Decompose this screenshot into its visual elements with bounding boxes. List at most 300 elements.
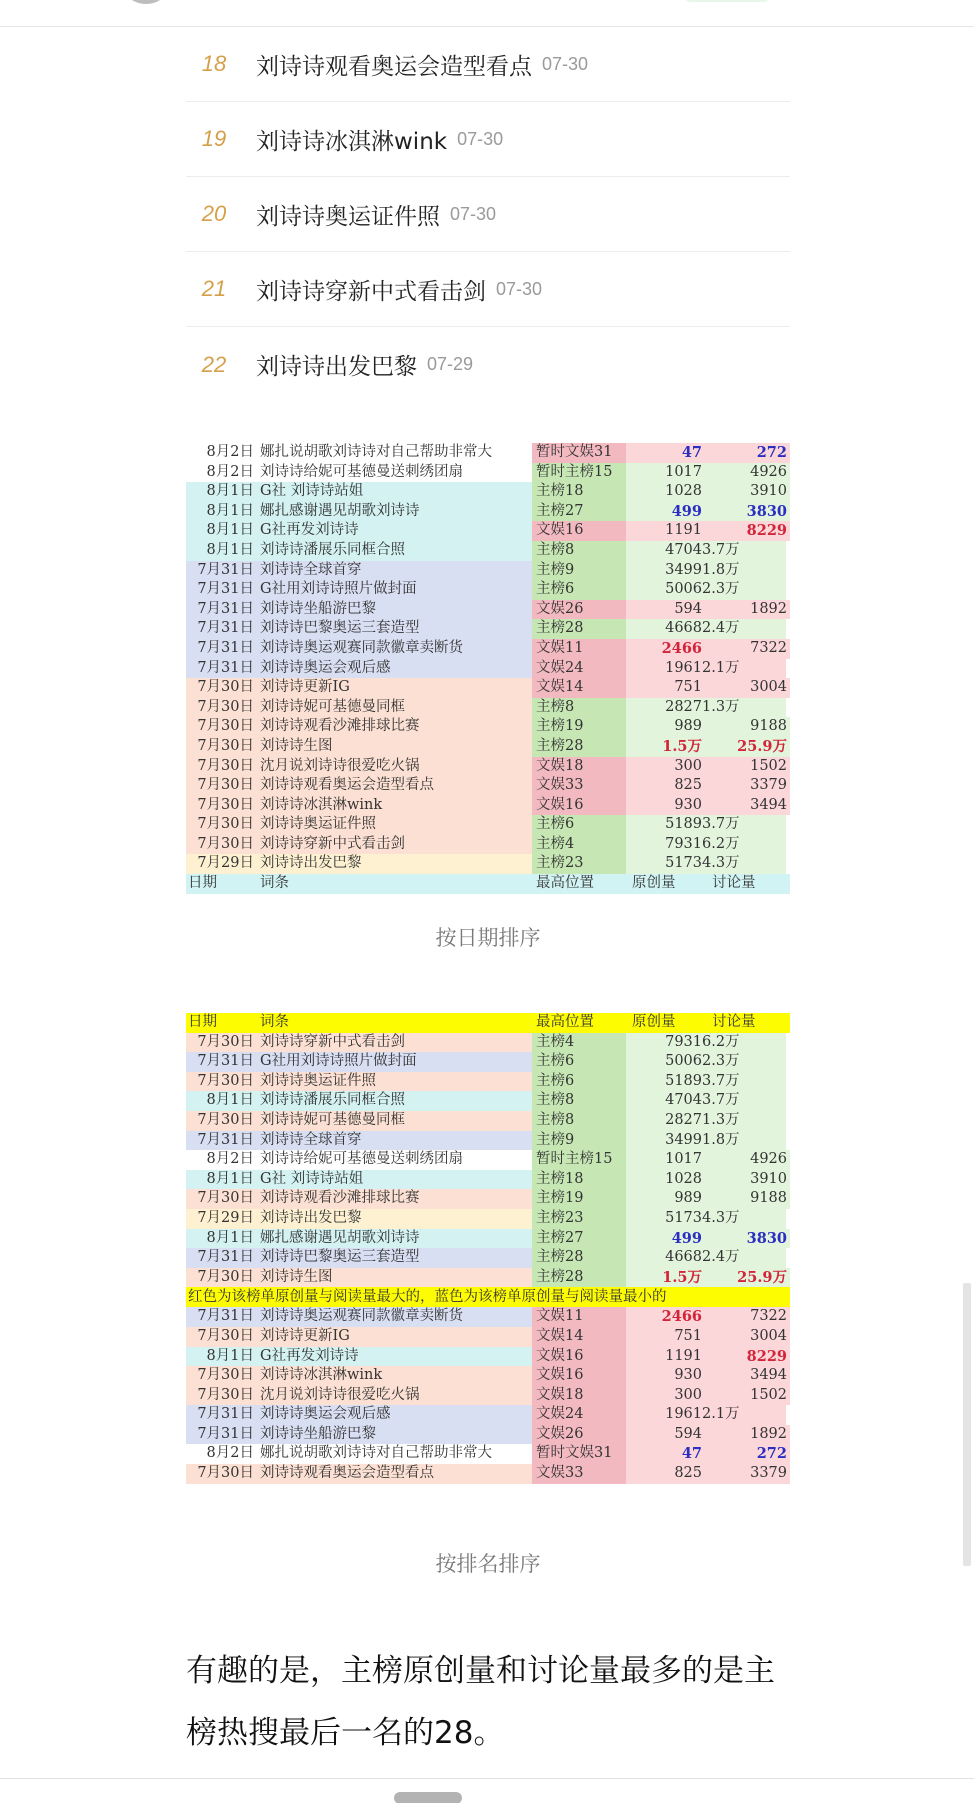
date-cell: 8月2日 xyxy=(186,443,258,463)
date-cell: 7月30日 xyxy=(186,1111,258,1131)
hot-search-list xyxy=(186,27,790,402)
date-cell: 8月1日 xyxy=(186,1091,258,1111)
date-cell: 7月30日 xyxy=(186,835,258,855)
table-by-date-image[interactable] xyxy=(186,443,790,894)
original-count-cell: 4704 xyxy=(626,1091,706,1111)
term-cell: 刘诗诗观看沙滩排球比赛 xyxy=(258,1189,532,1209)
original-count-cell: 1191 xyxy=(626,1347,706,1367)
date-cell: 7月31日 xyxy=(186,1052,258,1072)
hot-title[interactable]: 刘诗诗观看奥运会造型看点 xyxy=(256,53,532,80)
date-cell: 7月30日 xyxy=(186,1072,258,1092)
table-row xyxy=(186,1425,790,1445)
term-cell: 刘诗诗冰淇淋wink xyxy=(258,1366,532,1386)
hot-date: 07-30 xyxy=(450,203,497,224)
term-cell: 刘诗诗坐船游巴黎 xyxy=(258,1425,532,1445)
date-cell: 7月31日 xyxy=(186,1405,258,1425)
table-header xyxy=(186,1013,790,1033)
table-row xyxy=(186,1033,790,1053)
table-row xyxy=(186,1464,790,1484)
term-cell: 刘诗诗奥运证件照 xyxy=(258,815,532,835)
header-discussion: 讨论量 xyxy=(712,875,756,892)
table-row xyxy=(186,698,790,718)
date-cell: 7月30日 xyxy=(186,737,258,757)
table-row xyxy=(186,1307,790,1327)
original-count-cell: 751 xyxy=(626,678,706,698)
position-cell: 文娱16 xyxy=(532,521,626,541)
position-cell: 主榜27 xyxy=(532,502,626,522)
table-row xyxy=(186,659,790,679)
date-cell: 7月31日 xyxy=(186,600,258,620)
term-cell: 刘诗诗出发巴黎 xyxy=(258,854,532,874)
position-cell: 主榜23 xyxy=(532,1209,626,1229)
table-row xyxy=(186,1209,790,1229)
list-item[interactable] xyxy=(186,27,790,102)
date-cell: 7月30日 xyxy=(186,717,258,737)
date-cell: 8月1日 xyxy=(186,482,258,502)
table-row xyxy=(186,1229,790,1249)
discussion-count-cell: 2.4万 xyxy=(702,1248,786,1268)
original-count-cell: 2466 xyxy=(626,1307,706,1327)
top-header-partial xyxy=(0,0,974,27)
hot-date: 07-30 xyxy=(457,128,504,149)
position-cell: 主榜8 xyxy=(532,1091,626,1111)
table-by-rank-image[interactable] xyxy=(186,1013,790,1484)
position-cell: 暂时文娱31 xyxy=(532,1444,626,1464)
list-item[interactable] xyxy=(186,177,790,252)
table-row xyxy=(186,835,790,855)
original-count-cell: 5173 xyxy=(626,854,706,874)
term-cell: G社 刘诗诗站姐 xyxy=(258,482,532,502)
discussion-count-cell: 1.3万 xyxy=(702,1111,786,1131)
position-cell: 文娱24 xyxy=(532,1405,626,1425)
table-row xyxy=(186,1072,790,1092)
date-cell: 7月31日 xyxy=(186,619,258,639)
position-cell: 文娱26 xyxy=(532,600,626,620)
original-count-cell: 5189 xyxy=(626,815,706,835)
position-cell: 文娱33 xyxy=(532,776,626,796)
table-row xyxy=(186,776,790,796)
header-original: 原创量 xyxy=(632,875,676,892)
term-cell: 刘诗诗全球首穿 xyxy=(258,561,532,581)
date-cell: 7月30日 xyxy=(186,776,258,796)
original-count-cell: 2827 xyxy=(626,698,706,718)
table-row xyxy=(186,1347,790,1367)
discussion-count-cell: 7322 xyxy=(706,639,790,659)
term-cell: 刘诗诗潘展乐同框合照 xyxy=(258,541,532,561)
rank-number: 19 xyxy=(201,126,227,151)
original-count-cell: 1961 xyxy=(626,659,706,679)
table-row xyxy=(186,678,790,698)
header-original: 原创量 xyxy=(632,1014,676,1030)
original-count-cell: 5006 xyxy=(626,1052,706,1072)
position-cell: 文娱33 xyxy=(532,1464,626,1484)
discussion-count-cell: 6.2万 xyxy=(702,835,786,855)
term-cell: 刘诗诗奥运观赛同款徽章卖断货 xyxy=(258,1307,532,1327)
hot-date: 07-29 xyxy=(427,354,474,374)
scrollbar[interactable] xyxy=(963,1283,971,1566)
original-count-cell: 825 xyxy=(626,1464,706,1484)
term-cell: 刘诗诗奥运证件照 xyxy=(258,1072,532,1092)
caption-by-date: 按日期排序 xyxy=(435,926,541,950)
list-item[interactable] xyxy=(186,327,790,402)
rank-number: 20 xyxy=(201,201,227,226)
date-cell: 7月31日 xyxy=(186,580,258,600)
date-cell: 7月30日 xyxy=(186,1033,258,1053)
date-cell: 7月31日 xyxy=(186,639,258,659)
discussion-count-cell: 3004 xyxy=(706,678,790,698)
date-cell: 7月30日 xyxy=(186,1189,258,1209)
table-row xyxy=(186,757,790,777)
term-cell: 刘诗诗妮可基德曼同框 xyxy=(258,1111,532,1131)
term-cell: 刘诗诗全球首穿 xyxy=(258,1131,532,1151)
date-cell: 7月30日 xyxy=(186,678,258,698)
discussion-count-cell: 2.3万 xyxy=(702,580,786,600)
table-row xyxy=(186,796,790,816)
header-discussion: 讨论量 xyxy=(712,1014,756,1030)
term-cell: 刘诗诗观看奥运会造型看点 xyxy=(258,1464,532,1484)
original-count-cell: 989 xyxy=(626,717,706,737)
date-cell: 7月30日 xyxy=(186,1386,258,1406)
term-cell: G社用刘诗诗照片做封面 xyxy=(258,580,532,600)
discussion-count-cell: 1892 xyxy=(706,1425,790,1445)
table-row xyxy=(186,854,790,874)
discussion-count-cell: 1.8万 xyxy=(702,561,786,581)
position-cell: 主榜6 xyxy=(532,580,626,600)
discussion-count-cell: 3.7万 xyxy=(702,541,786,561)
position-cell: 主榜28 xyxy=(532,619,626,639)
date-cell: 7月30日 xyxy=(186,796,258,816)
discussion-count-cell: 4926 xyxy=(706,463,790,483)
table-row xyxy=(186,619,790,639)
term-cell: 刘诗诗给妮可基德曼送刺绣团扇 xyxy=(258,463,532,483)
home-indicator[interactable] xyxy=(394,1792,462,1803)
date-cell: 7月30日 xyxy=(186,1327,258,1347)
table-row xyxy=(186,482,790,502)
term-cell: 娜扎感谢遇见胡歌刘诗诗 xyxy=(258,502,532,522)
original-count-cell: 1.5万 xyxy=(626,737,706,757)
hot-date: 07-30 xyxy=(496,278,543,299)
term-cell: 娜扎说胡歌刘诗诗对自己帮助非常大 xyxy=(258,1444,532,1464)
discussion-count-cell: 272 xyxy=(706,1444,790,1464)
original-count-cell: 930 xyxy=(626,796,706,816)
term-cell: 刘诗诗坐船游巴黎 xyxy=(258,600,532,620)
table-row xyxy=(186,1327,790,1347)
term-cell: 刘诗诗巴黎奥运三套造型 xyxy=(258,1248,532,1268)
table-row xyxy=(186,463,790,483)
discussion-count-cell: 3379 xyxy=(706,1464,790,1484)
header-term: 词条 xyxy=(260,875,289,892)
table-row xyxy=(186,1091,790,1111)
position-cell: 主榜8 xyxy=(532,698,626,718)
header-position: 最高位置 xyxy=(536,875,594,892)
table-row xyxy=(186,1444,790,1464)
position-cell: 文娱11 xyxy=(532,1307,626,1327)
original-count-cell: 594 xyxy=(626,600,706,620)
term-cell: G社用刘诗诗照片做封面 xyxy=(258,1052,532,1072)
discussion-count-cell: 4.3万 xyxy=(702,1209,786,1229)
original-count-cell: 1.5万 xyxy=(626,1268,706,1288)
discussion-count-cell: 8229 xyxy=(706,1347,790,1367)
rank-number: 21 xyxy=(201,276,227,301)
original-count-cell: 930 xyxy=(626,1366,706,1386)
date-cell: 8月1日 xyxy=(186,521,258,541)
table-row xyxy=(186,1386,790,1406)
follow-button[interactable] xyxy=(683,0,771,2)
term-cell: 刘诗诗观看奥运会造型看点 xyxy=(258,776,532,796)
original-count-cell: 47 xyxy=(626,443,706,463)
position-cell: 主榜19 xyxy=(532,717,626,737)
list-item[interactable] xyxy=(186,252,790,327)
date-cell: 7月30日 xyxy=(186,815,258,835)
table-row xyxy=(186,1366,790,1386)
position-cell: 文娱18 xyxy=(532,1386,626,1406)
discussion-count-cell: 3910 xyxy=(706,482,790,502)
caption-by-rank: 按排名排序 xyxy=(435,1552,541,1576)
term-cell: 刘诗诗奥运观赛同款徽章卖断货 xyxy=(258,639,532,659)
table-row xyxy=(186,541,790,561)
original-count-cell: 1028 xyxy=(626,1170,706,1190)
term-cell: 刘诗诗更新IG xyxy=(258,1327,532,1347)
position-cell: 主榜18 xyxy=(532,482,626,502)
term-cell: 刘诗诗观看沙滩排球比赛 xyxy=(258,717,532,737)
table-row xyxy=(186,600,790,620)
term-cell: 刘诗诗冰淇淋wink xyxy=(258,796,532,816)
position-cell: 暂时文娱31 xyxy=(532,443,626,463)
original-count-cell: 300 xyxy=(626,757,706,777)
table-row xyxy=(186,443,790,463)
term-cell: 娜扎感谢遇见胡歌刘诗诗 xyxy=(258,1229,532,1249)
original-count-cell: 594 xyxy=(626,1425,706,1445)
table-row xyxy=(186,1170,790,1190)
date-cell: 7月31日 xyxy=(186,1248,258,1268)
position-cell: 主榜23 xyxy=(532,854,626,874)
original-count-cell: 1028 xyxy=(626,482,706,502)
position-cell: 主榜28 xyxy=(532,1268,626,1288)
header-date: 日期 xyxy=(188,1014,217,1030)
discussion-count-cell: 2.1万 xyxy=(702,659,786,679)
discussion-count-cell: 3.7万 xyxy=(702,1072,786,1092)
discussion-count-cell: 3494 xyxy=(706,1366,790,1386)
header-date: 日期 xyxy=(188,875,217,892)
discussion-count-cell: 8229 xyxy=(706,521,790,541)
original-count-cell: 300 xyxy=(626,1386,706,1406)
position-cell: 文娱14 xyxy=(532,678,626,698)
position-cell: 文娱14 xyxy=(532,1327,626,1347)
original-count-cell: 1017 xyxy=(626,463,706,483)
table-row xyxy=(186,1189,790,1209)
date-cell: 7月31日 xyxy=(186,1425,258,1445)
hot-title[interactable]: 刘诗诗奥运证件照 xyxy=(256,203,440,230)
discussion-count-cell: 7322 xyxy=(706,1307,790,1327)
table-header xyxy=(186,874,790,894)
table-row xyxy=(186,1150,790,1170)
discussion-count-cell: 1.8万 xyxy=(702,1131,786,1151)
table-row xyxy=(186,717,790,737)
position-cell: 主榜28 xyxy=(532,737,626,757)
original-count-cell: 2827 xyxy=(626,1111,706,1131)
bottom-bar xyxy=(0,1778,974,1803)
discussion-count-cell: 9188 xyxy=(706,1189,790,1209)
position-cell: 文娱24 xyxy=(532,659,626,679)
table-row xyxy=(186,1405,790,1425)
discussion-count-cell: 6.2万 xyxy=(702,1033,786,1053)
date-cell: 8月1日 xyxy=(186,1229,258,1249)
position-cell: 主榜6 xyxy=(532,815,626,835)
table-row xyxy=(186,639,790,659)
original-count-cell: 825 xyxy=(626,776,706,796)
date-cell: 7月31日 xyxy=(186,1131,258,1151)
discussion-count-cell: 3004 xyxy=(706,1327,790,1347)
original-count-cell: 7931 xyxy=(626,835,706,855)
term-cell: 沈月说刘诗诗很爱吃火锅 xyxy=(258,1386,532,1406)
discussion-count-cell: 1.3万 xyxy=(702,698,786,718)
date-cell: 7月30日 xyxy=(186,698,258,718)
original-count-cell: 3499 xyxy=(626,561,706,581)
rank-number: 22 xyxy=(201,351,227,377)
date-cell: 7月31日 xyxy=(186,659,258,679)
original-count-cell: 989 xyxy=(626,1189,706,1209)
position-cell: 主榜28 xyxy=(532,1248,626,1268)
position-cell: 文娱16 xyxy=(532,1347,626,1367)
avatar[interactable] xyxy=(128,0,164,4)
date-cell: 7月30日 xyxy=(186,1268,258,1288)
original-count-cell: 751 xyxy=(626,1327,706,1347)
position-cell: 文娱16 xyxy=(532,1366,626,1386)
table-row xyxy=(186,561,790,581)
discussion-count-cell: 3.7万 xyxy=(702,1091,786,1111)
date-cell: 7月30日 xyxy=(186,757,258,777)
hot-title[interactable]: 刘诗诗出发巴黎 xyxy=(256,354,417,380)
original-count-cell: 5006 xyxy=(626,580,706,600)
term-cell: 刘诗诗更新IG xyxy=(258,678,532,698)
discussion-count-cell: 272 xyxy=(706,443,790,463)
table-row xyxy=(186,1052,790,1072)
discussion-count-cell: 2.4万 xyxy=(702,619,786,639)
table-row xyxy=(186,1111,790,1131)
term-cell: G社 刘诗诗站姐 xyxy=(258,1170,532,1190)
term-cell: 娜扎说胡歌刘诗诗对自己帮助非常大 xyxy=(258,443,532,463)
original-count-cell: 4704 xyxy=(626,541,706,561)
original-count-cell: 5189 xyxy=(626,1072,706,1092)
article-paragraph: 有趣的是，主榜原创量和讨论量最多的是主榜热搜最后一名的28。 xyxy=(186,1653,775,1751)
hot-title[interactable]: 刘诗诗穿新中式看击剑 xyxy=(256,278,486,305)
position-cell: 主榜27 xyxy=(532,1229,626,1249)
term-cell: 刘诗诗巴黎奥运三套造型 xyxy=(258,619,532,639)
position-cell: 主榜4 xyxy=(532,1033,626,1053)
date-cell: 8月2日 xyxy=(186,1444,258,1464)
term-cell: G社再发刘诗诗 xyxy=(258,1347,532,1367)
discussion-count-cell: 3830 xyxy=(706,1229,790,1249)
term-cell: 刘诗诗生图 xyxy=(258,1268,532,1288)
discussion-count-cell: 25.9万 xyxy=(706,1268,790,1288)
list-item[interactable] xyxy=(186,102,790,177)
position-cell: 主榜4 xyxy=(532,835,626,855)
original-count-cell: 499 xyxy=(626,1229,706,1249)
header-position: 最高位置 xyxy=(536,1014,594,1030)
term-cell: 刘诗诗出发巴黎 xyxy=(258,1209,532,1229)
position-cell: 主榜9 xyxy=(532,561,626,581)
position-cell: 主榜8 xyxy=(532,1111,626,1131)
table-row xyxy=(186,1268,790,1288)
table-row xyxy=(186,737,790,757)
position-cell: 文娱18 xyxy=(532,757,626,777)
discussion-count-cell: 3910 xyxy=(706,1170,790,1190)
discussion-count-cell: 3494 xyxy=(706,796,790,816)
hot-date: 07-30 xyxy=(542,53,589,74)
date-cell: 8月2日 xyxy=(186,463,258,483)
date-cell: 7月30日 xyxy=(186,1464,258,1484)
date-cell: 7月31日 xyxy=(186,561,258,581)
discussion-count-cell: 1502 xyxy=(706,1386,790,1406)
term-cell: 刘诗诗奥运会观后感 xyxy=(258,659,532,679)
discussion-count-cell: 1502 xyxy=(706,757,790,777)
position-cell: 文娱16 xyxy=(532,796,626,816)
discussion-count-cell: 2.1万 xyxy=(702,1405,786,1425)
discussion-count-cell: 3379 xyxy=(706,776,790,796)
date-cell: 7月30日 xyxy=(186,1366,258,1386)
header-term: 词条 xyxy=(260,1014,289,1030)
position-cell: 文娱11 xyxy=(532,639,626,659)
discussion-count-cell: 1892 xyxy=(706,600,790,620)
position-cell: 主榜19 xyxy=(532,1189,626,1209)
original-count-cell: 47 xyxy=(626,1444,706,1464)
term-cell: 刘诗诗奥运会观后感 xyxy=(258,1405,532,1425)
position-cell: 文娱26 xyxy=(532,1425,626,1445)
table-row xyxy=(186,1131,790,1151)
discussion-count-cell: 4.3万 xyxy=(702,854,786,874)
date-cell: 7月29日 xyxy=(186,1209,258,1229)
position-cell: 主榜6 xyxy=(532,1052,626,1072)
position-cell: 主榜8 xyxy=(532,541,626,561)
discussion-count-cell: 4926 xyxy=(706,1150,790,1170)
date-cell: 8月1日 xyxy=(186,1347,258,1367)
date-cell: 8月1日 xyxy=(186,541,258,561)
original-count-cell: 1017 xyxy=(626,1150,706,1170)
term-cell: 刘诗诗给妮可基德曼送刺绣团扇 xyxy=(258,1150,532,1170)
original-count-cell: 1961 xyxy=(626,1405,706,1425)
term-cell: 沈月说刘诗诗很爱吃火锅 xyxy=(258,757,532,777)
position-cell: 主榜18 xyxy=(532,1170,626,1190)
position-cell: 主榜9 xyxy=(532,1131,626,1151)
discussion-count-cell: 3830 xyxy=(706,502,790,522)
term-cell: 刘诗诗穿新中式看击剑 xyxy=(258,1033,532,1053)
original-count-cell: 3499 xyxy=(626,1131,706,1151)
term-cell: 刘诗诗妮可基德曼同框 xyxy=(258,698,532,718)
original-count-cell: 4668 xyxy=(626,1248,706,1268)
discussion-count-cell: 9188 xyxy=(706,717,790,737)
table-row xyxy=(186,521,790,541)
term-cell: 刘诗诗生图 xyxy=(258,737,532,757)
original-count-cell: 4668 xyxy=(626,619,706,639)
legend-note: 红色为该榜单原创量与阅读量最大的，蓝色为该榜单原创量与阅读量最小的 xyxy=(186,1287,790,1307)
table-row xyxy=(186,580,790,600)
date-cell: 8月1日 xyxy=(186,1170,258,1190)
discussion-count-cell: 2.3万 xyxy=(702,1052,786,1072)
discussion-count-cell: 25.9万 xyxy=(706,737,790,757)
original-count-cell: 7931 xyxy=(626,1033,706,1053)
hot-title[interactable]: 刘诗诗冰淇淋wink xyxy=(256,128,448,155)
table-row xyxy=(186,502,790,522)
term-cell: 刘诗诗潘展乐同框合照 xyxy=(258,1091,532,1111)
table-row xyxy=(186,1248,790,1268)
date-cell: 8月1日 xyxy=(186,502,258,522)
rank-number: 18 xyxy=(201,51,227,76)
date-cell: 8月2日 xyxy=(186,1150,258,1170)
discussion-count-cell: 3.7万 xyxy=(702,815,786,835)
original-count-cell: 499 xyxy=(626,502,706,522)
original-count-cell: 5173 xyxy=(626,1209,706,1229)
term-cell: 刘诗诗穿新中式看击剑 xyxy=(258,835,532,855)
